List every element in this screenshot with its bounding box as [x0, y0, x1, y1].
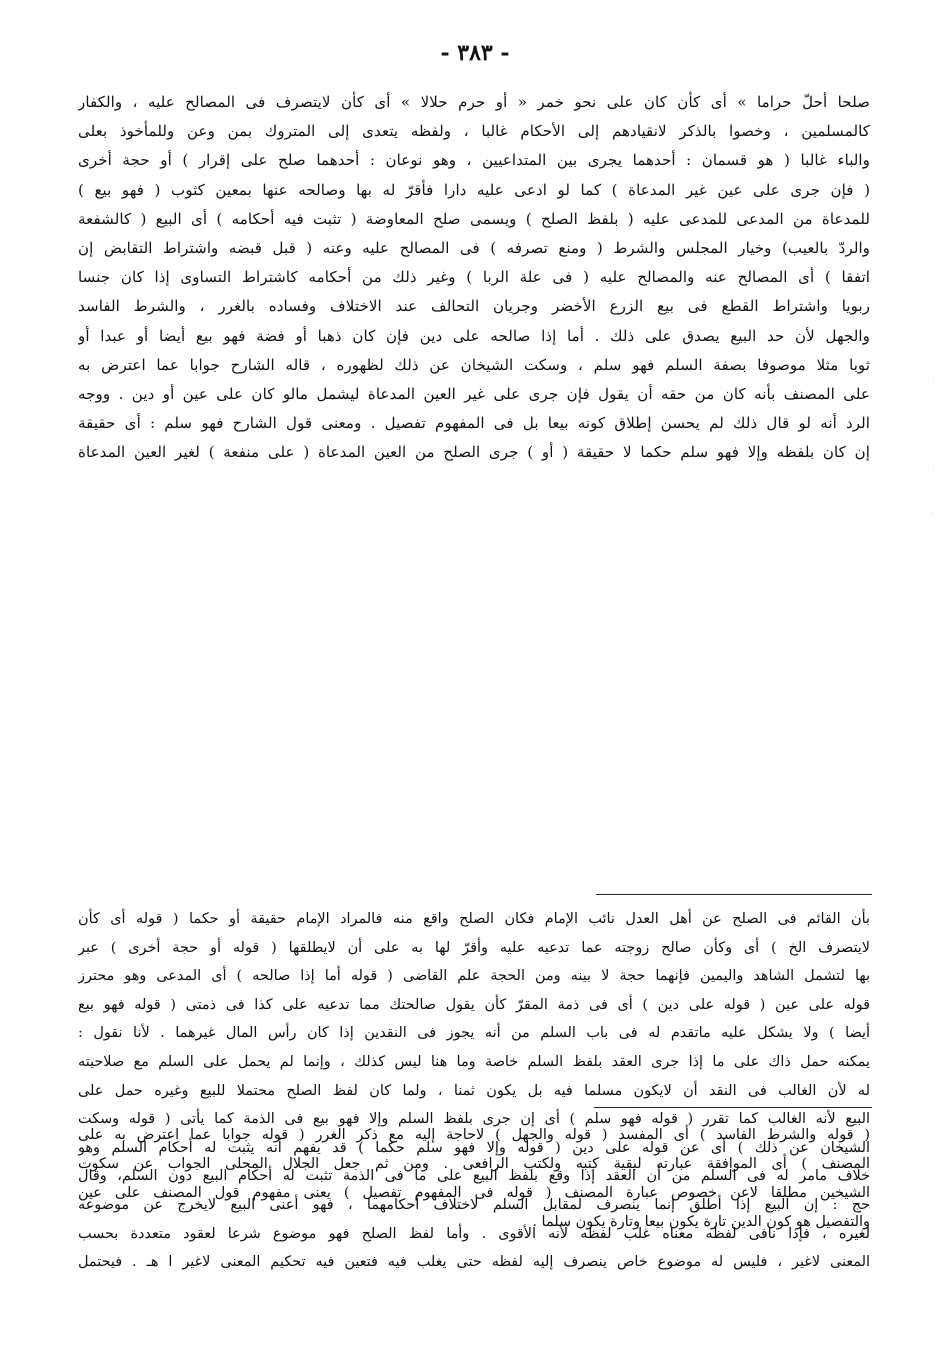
- hashiya-block-2: [78, 1121, 870, 1237]
- hashiya-line: لايتصرف الخ ) أى وكأن صالح زوجته عما تدعيه عليه وأقرّ لها به على أن لايطلقها ( قوله أو حجة أخرى ) عبر: [78, 939, 870, 956]
- main-text-line: والردّ بالعيب) وخيار المجلس والشرط ( ومنع تصرفه ) فى المصالح عليه وعنه ( قبل قبضه واشتراط التقابض إن: [78, 239, 870, 258]
- hashiya-line: بأن القائم فى الصلح عن أهل العدل نائب الإمام فكان الصلح واقع منه فالمراد الإمام حقيقة أو حكما ( قوله أى كأن: [78, 911, 870, 927]
- hashiya-line: له لأن الغالب فى النقد أن لايكون مسلما فيه بل يكون ثمنا ، ولما كان لفظ الصلح محتملا للبيع وغيره حمل على: [78, 1082, 870, 1099]
- hashiya-line: حج : إن البيع إذا أطلق إنما ينصرف لمقابل السلم لاختلاف أحكامهما ، فهو أعنى البيع لايخرج عن موضوعه: [78, 1196, 870, 1213]
- main-text-line: كالمسلمين ، وخصوا بالذكر لانقيادهم إلى الأحكام غالبا ، ولفظه يتعدى إلى المتروك بمن وعن وللمأخوذ بعلى: [78, 122, 870, 141]
- main-text-line: ثوبا مثلا موصوفا بصفة السلم فهو سلم ، وسكت الشيخان عن ذلك لظهوره ، قاله الشارح جوابا عما اعترض به: [78, 355, 870, 374]
- main-text-line: ربويا واشتراط القطع فى بيع الزرع الأخضر وجريان التحالف عند الاختلاف وفساده بالغرر ، والشرط الفاسد: [78, 297, 870, 316]
- hashiya-line: البيع لأنه الغالب كما تقرر ( قوله فهو سلم ) أى إن جرى بلفظ السلم وإلا فهو بيع فى الذمة كما يأتى ( قوله وسكت: [78, 1111, 870, 1128]
- footnote-divider-1: [596, 894, 872, 895]
- hashiya-line: يمكنه حمل ذاك على ما إذا جرى العقد بلفظ السلم خاصة وما هنا ليس كذلك ، وإنما لم يحمل على السلم مع صلاحيته: [78, 1053, 870, 1070]
- main-text-line: والجهل لأن حد البيع يصدق على ذلك . أما إذا صالحه على دين فإن كان ذهبا أو فضة فهو بيع أيضا أو عبدا أو: [78, 326, 870, 345]
- scan-speck: ·: [930, 510, 933, 519]
- page-number: - ٣٨٣ -: [440, 40, 510, 66]
- main-text-line: الرد أنه لو قال ذلك لم يحسن إطلاق كونه بيعا بل فى المفهوم تفصيل . ومعنى قول الشارح فهو سلم : أى حقيقة: [78, 414, 870, 433]
- hashiya-line: أيضا ) ولا يشكل عليه ماتقدم له فى باب السلم من أنه يجوز فى النقدين إذا كان رأس المال غيرهما . لأنا نقول :: [78, 1025, 870, 1042]
- main-text-line: والباء غالبا ( هو قسمان : أحدهما يجرى بين المتداعيين ، وهو نوعان : أحدهما صلح على إقرار ) أو حجة أخرى: [78, 151, 870, 170]
- hashiya-line: ( قوله والشرط الفاسد ) أى المفسد ( قوله والجهل ) لاحاجة إليه مع ذكر الغرر ( قوله جوابا عما اعترض به على: [78, 1127, 870, 1143]
- main-text-block: [78, 88, 870, 468]
- hashiya-line: الشيخان عن ذلك ) أى عن قوله على دين ( قوله وإلا فهو سلم حكما ) قد يفهم أنه يثبت له أحكام السلم وهو: [78, 1139, 870, 1156]
- hashiya-line: قوله على عين ( قوله على دين ) أى فى ذمة المقرّ كأن يقول صالحتك مما تدعيه على كذا فى ذمتى ( قوله فهو بيع: [78, 996, 870, 1013]
- hashiya-line: بها لتشمل الشاهد واليمين فإنهما حجة لا بينه ومن الحجة علم القاضى ( قوله أما إذا صالحه ) أى المدعى وهو محترز: [78, 968, 870, 985]
- main-text-line: ( فإن جرى على عين غير المدعاة ) كما لو ادعى عليه دارا فأقرّ له بها وصالحه عنها بمعين كثوب ( فهو بيع ): [78, 180, 870, 199]
- main-text-line: صلحا أحلّ حراما » أى كأن كان على نحو خمر « أو حرم حلالا » أى كأن لايتصرف فى المصالح عليه ، والكفار: [78, 93, 870, 111]
- hashiya-line: المصنف ) أى الموافقة عبارته لبقية كتبه ولكتب الرافعى . ومن ثم جعل الجلال المحلى الجواب عن سكوت: [78, 1156, 870, 1172]
- main-text-line: اتفقا ) أى المصالح عنه والمصالح عليه ( فى علة الربا ) وغير ذلك من أحكامه كاشتراط التساوى إذا كان جنسا: [78, 268, 870, 287]
- hashiya-line: الشيخين مطلقا لاعن خصوص عبارة المصنف ( قوله فى المفهوم تفصيل ) يعنى مفهوم قول المصنف على عين: [78, 1185, 870, 1201]
- scan-speck: ·: [932, 466, 935, 475]
- main-text-line: على المصنف بأنه كان من حقه أن يقول فإن جرى على غير العين المدعاة ليشمل مالو كان على عين أو دين . ووجه: [78, 385, 870, 404]
- scan-speck: ·: [932, 378, 935, 387]
- hashiya-line: لغيره ، فإذا نافى لفظه معناه غلب لفظه لأنه الأقوى . وأما لفظ الصلح فهو موضوع شرعا لعقود متعددة بحسب: [78, 1225, 870, 1242]
- hashiya-line: والتفصيل هو كون الدين تارة يكون بيعا وتارة يكون سلما .: [532, 1214, 870, 1230]
- hashiya-line: المعنى لاغير ، فليس له موضوع خاص ينصرف إليه لفظه حتى يغلب فيه فتعين فيه تحكيم المعنى لاغير ا هـ . فيحتمل: [78, 1254, 870, 1271]
- hashiya-line: خلاف مامر له فى السلم من أن العقد إذا وقع بلفظ البيع على ما فى الذمة تثبت له أحكام البيع دون السلم، وقال: [78, 1168, 870, 1185]
- main-text-line: إن كان بلفظه وإلا فهو سلم حكما لا حقيقة ( أو ) جرى الصلح من العين المدعاة ( على منفعة ) لغير العين المدعاة: [78, 443, 870, 462]
- footnote-divider-2: [594, 1107, 872, 1108]
- main-text-line: للمدعاة من المدعى للمدعى عليه ( بلفظ الصلح ) ويسمى صلح المعاوضة ( تثبت فيه أحكامه ) أى البيع ( كالشفعة: [78, 209, 870, 228]
